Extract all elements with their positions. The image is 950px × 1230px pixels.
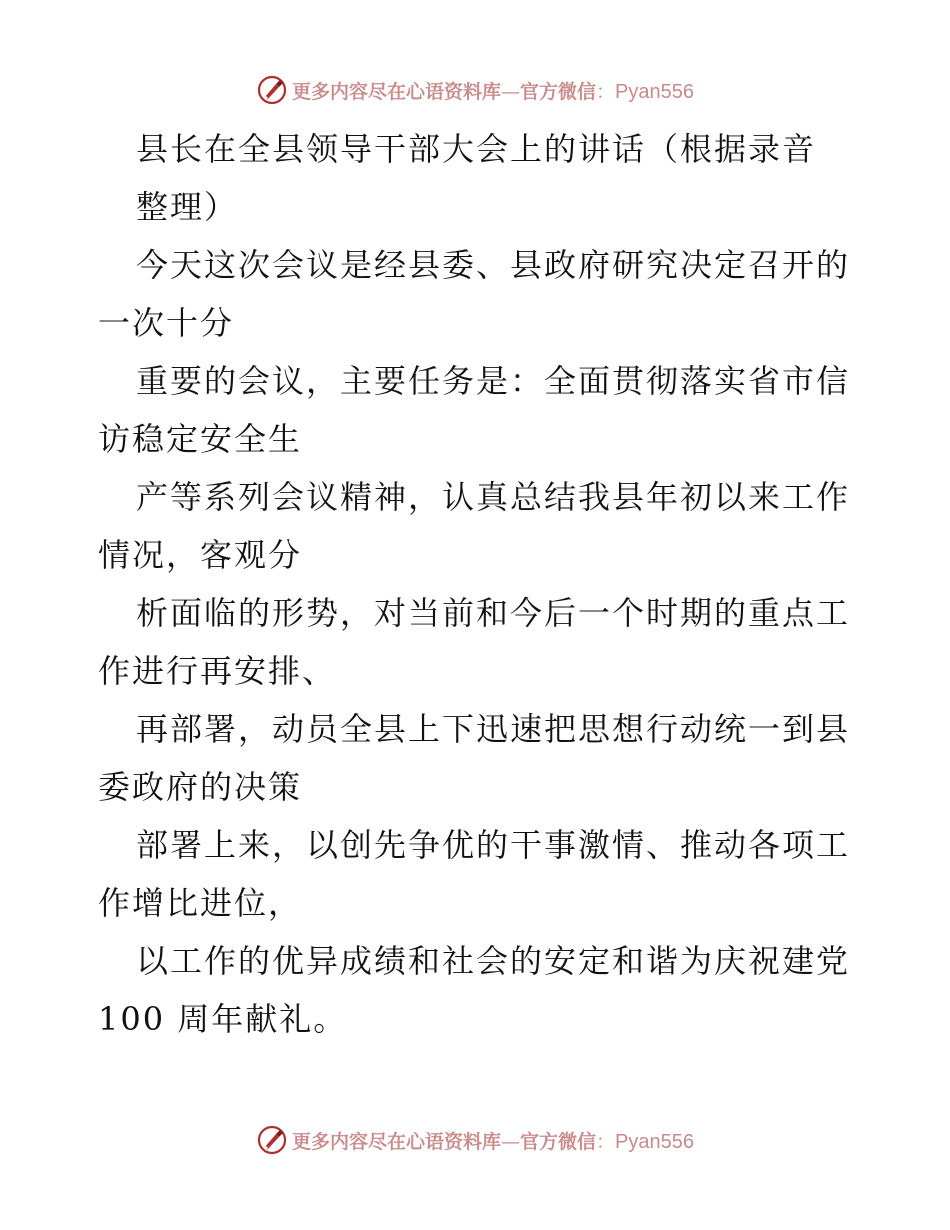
paragraph-line: 访稳定安全生 xyxy=(98,420,303,458)
document-title-line-2: 整理） xyxy=(136,188,239,226)
pen-logo-icon xyxy=(256,1124,288,1156)
paragraph-line: 产等系列会议精神，认真总结我县年初以来工作 xyxy=(136,478,851,516)
paragraph-line: 析面临的形势，对当前和今后一个时期的重点工 xyxy=(136,594,851,632)
paragraph-line: 作进行再安排、 xyxy=(98,652,337,690)
paragraph-line: 今天这次会议是经县委、县政府研究决定召开的 xyxy=(136,246,851,284)
footer-watermark xyxy=(0,1120,950,1160)
document-title-line-1: 县长在全县领导干部大会上的讲话（根据录音 xyxy=(136,130,817,168)
pen-logo-icon xyxy=(256,74,288,106)
paragraph-line: 100 周年献礼。 xyxy=(98,1000,348,1038)
watermark-text: 更多内容尽在心语资料库—官方微信：Pyan556 xyxy=(291,80,694,103)
watermark-text: 更多内容尽在心语资料库—官方微信：Pyan556 xyxy=(291,1130,694,1153)
paragraph-line: 再部署，动员全县上下迅速把思想行动统一到县 xyxy=(136,710,851,748)
paragraph-line: 一次十分 xyxy=(98,304,235,342)
paragraph-line: 委政府的决策 xyxy=(98,768,303,806)
paragraph-line: 部署上来，以创先争优的干事激情、推动各项工 xyxy=(136,826,851,864)
paragraph-line: 情况，客观分 xyxy=(98,536,303,574)
paragraph-line: 重要的会议，主要任务是：全面贯彻落实省市信 xyxy=(136,362,851,400)
paragraph-line: 以工作的优异成绩和社会的安定和谐为庆祝建党 xyxy=(136,942,851,980)
header-watermark xyxy=(0,70,950,110)
paragraph-line: 作增比进位， xyxy=(98,884,303,922)
